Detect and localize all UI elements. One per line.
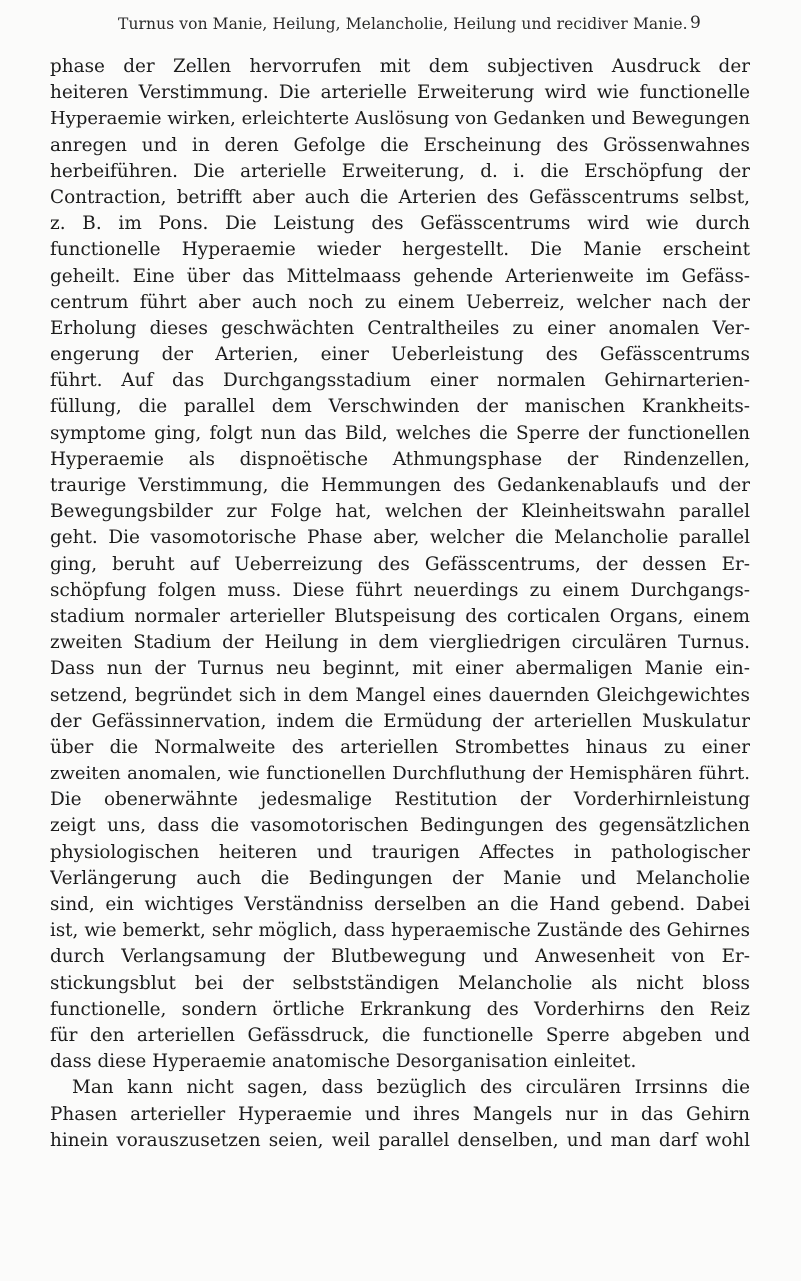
text-line: centrum führt aber auch noch zu einem Ueberreiz, welcher nach der bbox=[50, 291, 750, 313]
text-line: über die Normalweite des arteriellen Strombettes hinaus zu einer bbox=[50, 736, 750, 758]
text-line: phase der Zellen hervorrufen mit dem subjectiven Ausdruck der bbox=[50, 56, 750, 77]
text-line: Erholung dieses geschwächten Centraltheiles zu einer anomalen Ver- bbox=[50, 317, 750, 339]
text-line: der Gefässinnervation, indem die Ermüdung der arteriellen Muskulatur bbox=[50, 710, 750, 732]
page-number: 9 bbox=[690, 13, 701, 33]
text-line: Verlängerung auch die Bedingungen der Manie und Melancholie bbox=[50, 867, 750, 889]
text-line: zeigt uns, dass die vasomotorischen Bedingungen des gegensätzlichen bbox=[50, 815, 750, 837]
text-line: setzend, begründet sich in dem Mangel eines dauernden Gleichgewichtes bbox=[50, 684, 750, 706]
text-line: functionelle Hyperaemie wieder hergestellt. Die Manie erscheint bbox=[50, 239, 750, 261]
running-head: Turnus von Manie, Heilung, Melancholie, Heilung und recidiver Manie. bbox=[118, 15, 688, 33]
text-line: durch Verlangsamung der Blutbewegung und Anwesenheit von Er- bbox=[50, 946, 750, 968]
text-line: schöpfung folgen muss. Diese führt neuerdings zu einem Durchgangs- bbox=[50, 579, 750, 601]
text-line: engerung der Arterien, einer Ueberleistung des Gefässcentrums bbox=[50, 344, 750, 366]
text-line: geht. Die vasomotorische Phase aber, welcher die Melancholie parallel bbox=[50, 527, 750, 549]
text-line: führt. Auf das Durchgangsstadium einer normalen Gehirnarterien- bbox=[50, 370, 750, 392]
text-line: zweiten anomalen, wie functionellen Durchfluthung der Hemisphären führt. bbox=[50, 763, 750, 785]
text-line: physiologischen heiteren und traurigen Affectes in pathologischer bbox=[50, 841, 750, 863]
text-line: zweiten Stadium der Heilung in dem viergliedrigen circulären Turnus. bbox=[50, 632, 750, 654]
text-line: ging, beruht auf Ueberreizung des Gefässcentrums, der dessen Er- bbox=[50, 553, 750, 575]
text-line: ist, wie bemerkt, sehr möglich, dass hyperaemische Zustände des Gehirnes bbox=[50, 920, 750, 942]
text-line: stadium normaler arterieller Blutspeisung des corticalen Organs, einem bbox=[50, 605, 750, 627]
text-line: für den arteriellen Gefässdruck, die functionelle Sperre abgeben und bbox=[50, 1024, 750, 1046]
text-line: Contraction, betrifft aber auch die Arterien des Gefässcentrums selbst, bbox=[50, 186, 750, 208]
text-line: dass diese Hyperaemie anatomische Desorganisation einleitet. bbox=[50, 1051, 637, 1073]
text-line: z. B. im Pons. Die Leistung des Gefässcentrums wird wie durch bbox=[50, 213, 750, 235]
text-line: Hyperaemie als dispnoëtische Athmungsphase der Rindenzellen, bbox=[50, 448, 750, 470]
text-line: Bewegungsbilder zur Folge hat, welchen der Kleinheitswahn parallel bbox=[50, 501, 750, 523]
text-line: hinein vorauszusetzen seien, weil parallel denselben, und man darf wohl bbox=[50, 1129, 750, 1151]
text-line: anregen und in deren Gefolge die Erscheinung des Grössenwahnes bbox=[50, 134, 750, 156]
text-line: herbeiführen. Die arterielle Erweiterung, d. i. die Erschöpfung der bbox=[50, 160, 750, 182]
text-line: füllung, die parallel dem Verschwinden der manischen Krankheits- bbox=[50, 396, 750, 418]
text-line: Hyperaemie wirken, erleichterte Auslösung von Gedanken und Bewegungen bbox=[50, 108, 750, 130]
text-line: stickungsblut bei der selbstständigen Melancholie als nicht bloss bbox=[50, 972, 750, 994]
text-line: sind, ein wichtiges Verständniss derselben an die Hand gebend. Dabei bbox=[50, 894, 750, 915]
text-line: heiteren Verstimmung. Die arterielle Erweiterung wird wie functionelle bbox=[50, 82, 750, 104]
body-text bbox=[50, 54, 750, 1154]
text-line: Die obenerwähnte jedesmalige Restitution der Vorderhirnleistung bbox=[50, 789, 750, 811]
text-line: traurige Verstimmung, die Hemmungen des Gedankenablaufs und der bbox=[50, 475, 750, 496]
text-line: Phasen arterieller Hyperaemie und ihres Mangels nur in das Gehirn bbox=[50, 1103, 750, 1125]
text-line: functionelle, sondern örtliche Erkrankung des Vorderhirns den Reiz bbox=[50, 998, 750, 1020]
text-line: Man kann nicht sagen, dass bezüglich des circulären Irrsinns die bbox=[72, 1077, 750, 1099]
text-line: Dass nun der Turnus neu beginnt, mit einer abermaligen Manie ein- bbox=[50, 658, 750, 680]
text-line: symptome ging, folgt nun das Bild, welches die Sperre der functionellen bbox=[50, 422, 750, 444]
text-line: geheilt. Eine über das Mittelmaass gehende Arterienweite im Gefäss- bbox=[50, 265, 750, 287]
